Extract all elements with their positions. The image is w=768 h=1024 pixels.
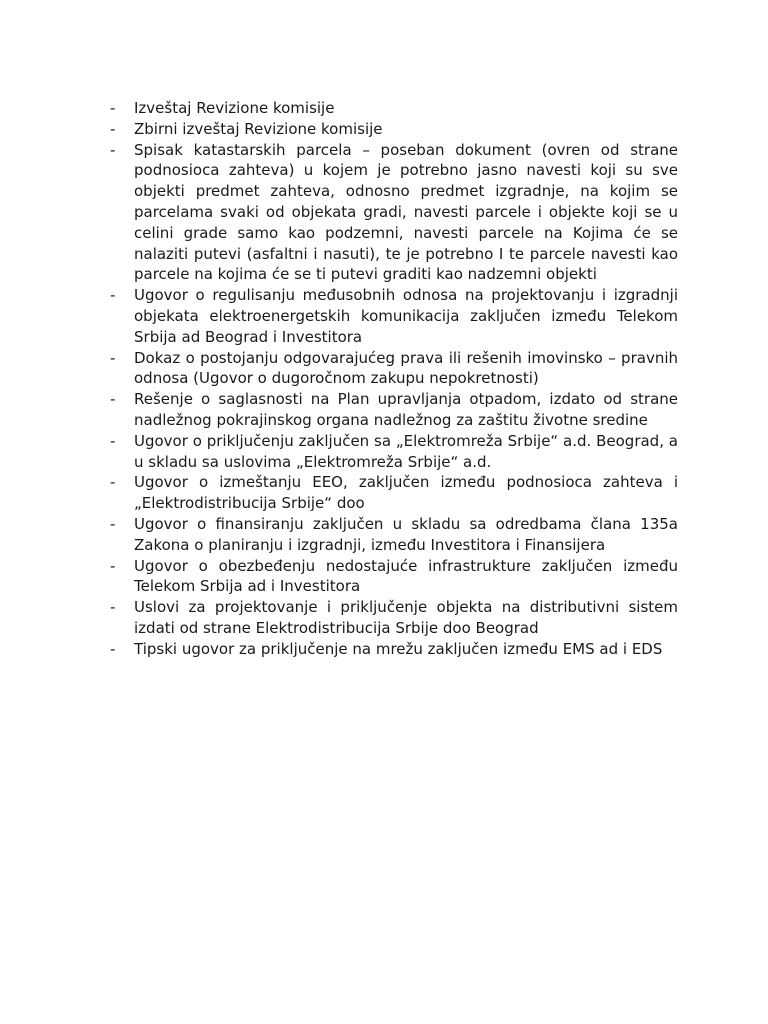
- list-item-text: Ugovor o regulisanju međusobnih odnosa na projektovanju i izgradnji objekata elektroenergetskih komunikacija zaključen između Telekom Srbija ad Beograd i Investitora: [134, 286, 678, 346]
- list-bullet: -: [110, 286, 116, 305]
- list-item: [110, 348, 678, 390]
- list-bullet: -: [110, 140, 116, 159]
- list-item: [110, 140, 678, 286]
- list-bullet: -: [110, 119, 116, 138]
- list-item: [110, 119, 678, 140]
- list-bullet: -: [110, 473, 116, 492]
- list-bullet: -: [110, 99, 116, 117]
- requirements-list: [110, 98, 678, 660]
- list-item-text: Ugovor o finansiranju zaključen u skladu sa odredbama člana 135a Zakona o planiranju i izgradnji, između Investitora i Finansijera: [134, 514, 678, 554]
- list-item: [110, 639, 678, 660]
- list-item-text: Zbirni izveštaj Revizione komisije: [134, 119, 383, 138]
- list-item: [110, 514, 678, 556]
- list-bullet: -: [110, 431, 116, 450]
- list-item-text: Ugovor o obezbeđenju nedostajuće infrastrukture zaključen između Telekom Srbija ad i Investitora: [134, 556, 678, 596]
- list-item-text: Uslovi za projektovanje i priključenje objekta na distributivni sistem izdati od strane Elektrodistribucija Srbije doo Beograd: [134, 598, 678, 637]
- list-item: [110, 472, 678, 514]
- list-item: [110, 285, 678, 347]
- list-bullet: -: [110, 390, 116, 409]
- list-item: [110, 597, 678, 639]
- list-item-text: Dokaz o postojanju odgovarajućeg prava ili rešenih imovinsko – pravnih odnosa (Ugovor o dugoročnom zakupu nepokretnosti): [134, 348, 678, 388]
- list-bullet: -: [110, 598, 116, 617]
- list-item: [110, 98, 678, 119]
- list-item-text: Izveštaj Revizione komisije: [134, 99, 335, 117]
- list-bullet: -: [110, 556, 116, 575]
- list-item-text: Tipski ugovor za priključenje na mrežu zaključen između EMS ad i EDS: [134, 639, 663, 658]
- list-item: [110, 556, 678, 598]
- list-item-text: Spisak katastarskih parcela – poseban dokument (ovren od strane podnosioca zahteva) u kojem je potrebno jasno navesti koji su sve objekti predmet zahteva, odnosno predmet izgradnje, na kojim se parcelama svaki od objekata gradi, navesti parcele i objekte koji se u celini grade samo kao podzemni, navesti parcele na Kojima će se nalaziti putevi (asfaltni i nasuti), te je potrebno I te parcele navesti kao parcele na kojima će se ti putevi graditi kao nadzemni objekti: [134, 140, 678, 284]
- list-item: [110, 389, 678, 431]
- list-bullet: -: [110, 514, 116, 533]
- list-item-text: Rešenje o saglasnosti na Plan upravljanja otpadom, izdato od strane nadležnog pokrajinskog organa nadležnog za zaštitu životne sredine: [134, 390, 678, 429]
- list-item-text: Ugovor o priključenju zaključen sa „Elektromreža Srbije“ a.d. Beograd, a u skladu sa uslovima „Elektromreža Srbije“ a.d.: [134, 431, 678, 471]
- list-bullet: -: [110, 348, 116, 367]
- list-item-text: Ugovor o izmeštanju EEO, zaključen između podnosioca zahteva i „Elektrodistribucija Srbije“ doo: [134, 473, 678, 513]
- list-bullet: -: [110, 639, 116, 658]
- list-item: [110, 431, 678, 473]
